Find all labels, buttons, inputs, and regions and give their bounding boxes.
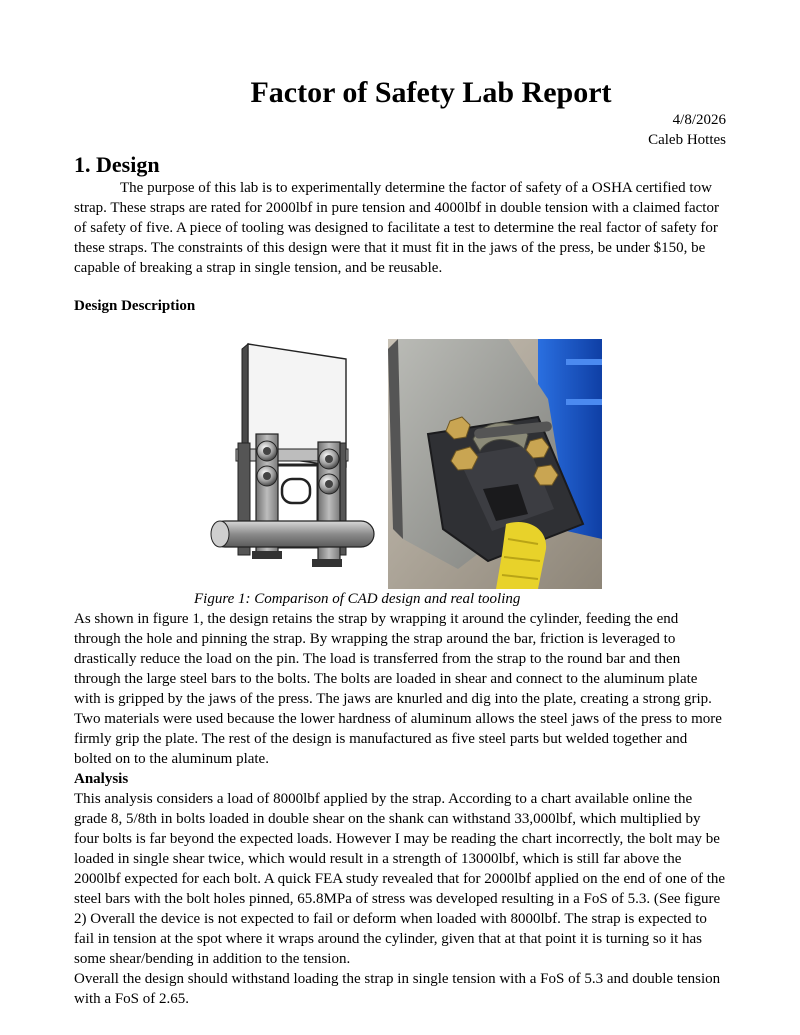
analysis-heading: Analysis: [74, 771, 129, 787]
section-heading-design: 1. Design: [74, 152, 160, 177]
cad-design-image: [208, 339, 378, 589]
design-paragraph: As shown in figure 1, the design retains the strap by wrapping it around the cylinder, feeding the end through the hole and pinning the strap. By wrapping the strap around the bar, friction is leveraged to drastically reduce the load on the pin. The load is transferred from the strap to the round bar and then through the large steel bars to the bolts. The bolts are loaded in shear and connect to the aluminum plate with is gripped by the jaws of the press. The jaws are knurled and dig into the plate, creating a strong grip. Two materials were used because the lower hardness of aluminum allows the steel jaws of the press to more firmly grip the plate. The rest of the design is manufactured as five steel parts but welded together and bolted on to the aluminum plate.: [74, 611, 722, 767]
conclusion-paragraph: Overall the design should withstand loading the strap in single tension with a FoS of 5.3 and double tension with a FoS of 2.65.: [74, 971, 721, 1007]
report-meta: [74, 110, 726, 150]
real-tooling-photo: [388, 339, 602, 589]
figure-1: [74, 339, 726, 589]
analysis-paragraph: This analysis considers a load of 8000lbf applied by the strap. According to a chart available online the grade 8, 5/8th in bolts loaded in double shear on the shank can withstand 33,000lbf, which multiplied by four bolts is far beyond the expected loads. However I may be reading the chart incorrectly, the bolt may be loaded in single shear twice, which would result in a strength of 13000lbf, which is still far above the 2000lbf expected for each bolt. A quick FEA study revealed that for 2000lbf applied on the end of one of the steel bars with the bolt holes pinned, 65.8MPa of stress was developed resulting in a FoS of 5.3. (See figure 2) Overall the device is not expected to fail or deform when loaded with 8000lbf. The strap is expected to fail in tension at the spot where it wraps around the cylinder, given that at that point it is turning so it has some shear/bending in addition to the tension.: [74, 791, 726, 967]
report-date: 4/8/2026: [672, 112, 726, 128]
report-author: Caleb Hottes: [648, 132, 726, 148]
intro-paragraph: The purpose of this lab is to experimentally determine the factor of safety of a OSHA certified tow strap. These straps are rated for 2000lbf in pure tension and 4000lbf in double tension with a claimed factor of safety of five. A piece of tooling was designed to facilitate a test to determine the real factor of safety for these straps. The constraints of this design were that it must fit in the jaws of the press, be under $150, be capable of breaking a strap in single tension, and be reusable.: [74, 180, 719, 276]
figure-1-caption: Figure 1: Comparison of CAD design and real tooling: [194, 591, 521, 607]
report-title: Factor of Safety Lab Report: [250, 76, 612, 109]
design-description-heading: Design Description: [74, 298, 196, 314]
